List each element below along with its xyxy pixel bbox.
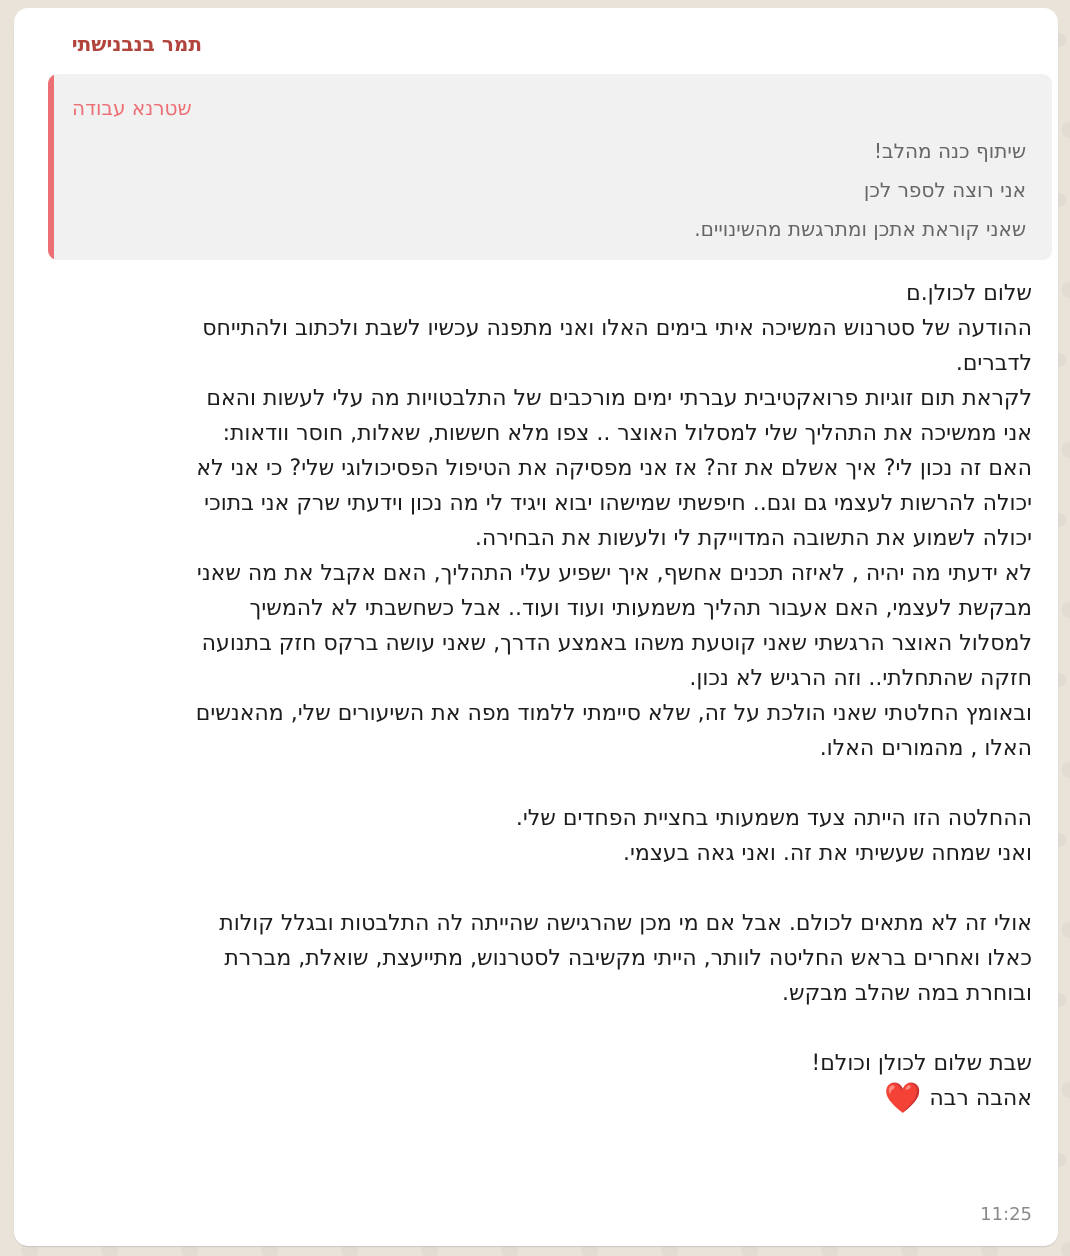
message-line: חזקה שהתחלתי.. וזה הרגיש לא נכון. — [689, 666, 1032, 691]
signoff-text: אהבה רבה — [929, 1086, 1032, 1111]
message-line: ההודעה של סטרנוש המשיכה איתי בימים האלו ואני מתפנה עכשיו לשבת ולכתוב ולהתייחס — [202, 316, 1032, 341]
message-bubble[interactable] — [14, 8, 1058, 1246]
message-line: אני ממשיכה את התהליך שלי למסלול האוצר .. צפו מלא חששות, שאלות, חוסר וודאות: — [222, 421, 1032, 446]
message-line: האלו , מהמורים האלו. — [819, 736, 1032, 761]
message-body — [42, 276, 1032, 1116]
quote-accent-bar — [48, 74, 54, 260]
message-line: אולי זה לא מתאים לכולם. אבל אם מי מכן שהרגישה שהייתה לה התלבטות ובגלל קולות — [219, 911, 1032, 936]
message-line: מבקשת לעצמי, האם אעבור תהליך משמעותי ועוד ועוד.. אבל כשחשבתי לא להמשיך — [249, 596, 1032, 621]
message-line: ואני שמחה שעשיתי את זה. ואני גאה בעצמי. — [622, 841, 1032, 866]
message-line — [42, 766, 1032, 801]
quoted-text — [66, 132, 1026, 249]
message-line: יכולה להרשות לעצמי גם וגם.. חיפשתי שמישהו יבוא ויגיד לי מה נכון וידעתי שרק אני בתוכי — [204, 491, 1032, 516]
message-line: לקראת תום זוגיות פרואקטיבית עברתי ימים מורכבים של התלבטויות מה עלי לעשות והאם — [206, 386, 1032, 411]
message-line: ובאומץ החלטתי שאני הולכת על זה, שלא סיימתי ללמוד מפה את השיעורים שלי, מהאנשים — [195, 701, 1032, 726]
message-line: לדברים. — [955, 351, 1032, 376]
message-line — [42, 1011, 1032, 1046]
message-timestamp: 11:25 — [980, 1204, 1032, 1225]
message-line: ובוחרת במה שהלב מבקש. — [781, 981, 1032, 1006]
quoted-message[interactable] — [48, 74, 1052, 260]
message-line: לא ידעתי מה יהיה , לאיזה תכנים אחשף, איך ישפיע עלי התהליך, האם אקבל את מה שאני — [196, 561, 1032, 586]
quoted-line: שאני קוראת אתכן ומתרגשת מהשינויים. — [694, 217, 1026, 241]
message-line — [42, 871, 1032, 906]
message-line: האם זה נכון לי? איך אשלם את זה? אז אני מפסיקה את הטיפול הפסיכולוגי שלי? כי אני לא — [196, 456, 1032, 481]
quoted-author: שטרנא עבודה — [72, 96, 192, 120]
message-line: ההחלטה הזו הייתה צעד משמעותי בחציית הפחדים שלי. — [515, 806, 1032, 831]
message-line: למסלול האוצר הרגשתי שאני קוטעת משהו באמצע הדרך, שאני עושה ברקס חזק בתנועה — [201, 631, 1032, 656]
sender-name[interactable]: תמר בנבנישתי — [71, 32, 202, 56]
message-line: שבת שלום לכולן וכולם! — [811, 1051, 1032, 1076]
message-line: יכולה לשמוע את התשובה המדוייקת לי ולעשות את הבחירה. — [474, 526, 1032, 551]
message-line: שלום לכולן.ם — [906, 281, 1032, 306]
heart-icon: ❤️ — [883, 1081, 922, 1116]
message-line-signoff — [42, 1081, 1032, 1116]
message-line: כאלו ואחרים בראש החליטה לוותר, הייתי מקשיבה לסטרנוש, מתייעצת, שואלת, מבררת — [224, 946, 1032, 971]
quoted-line: אני רוצה לספר לכן — [863, 178, 1026, 202]
quoted-line: שיתוף כנה מהלב! — [874, 139, 1026, 163]
